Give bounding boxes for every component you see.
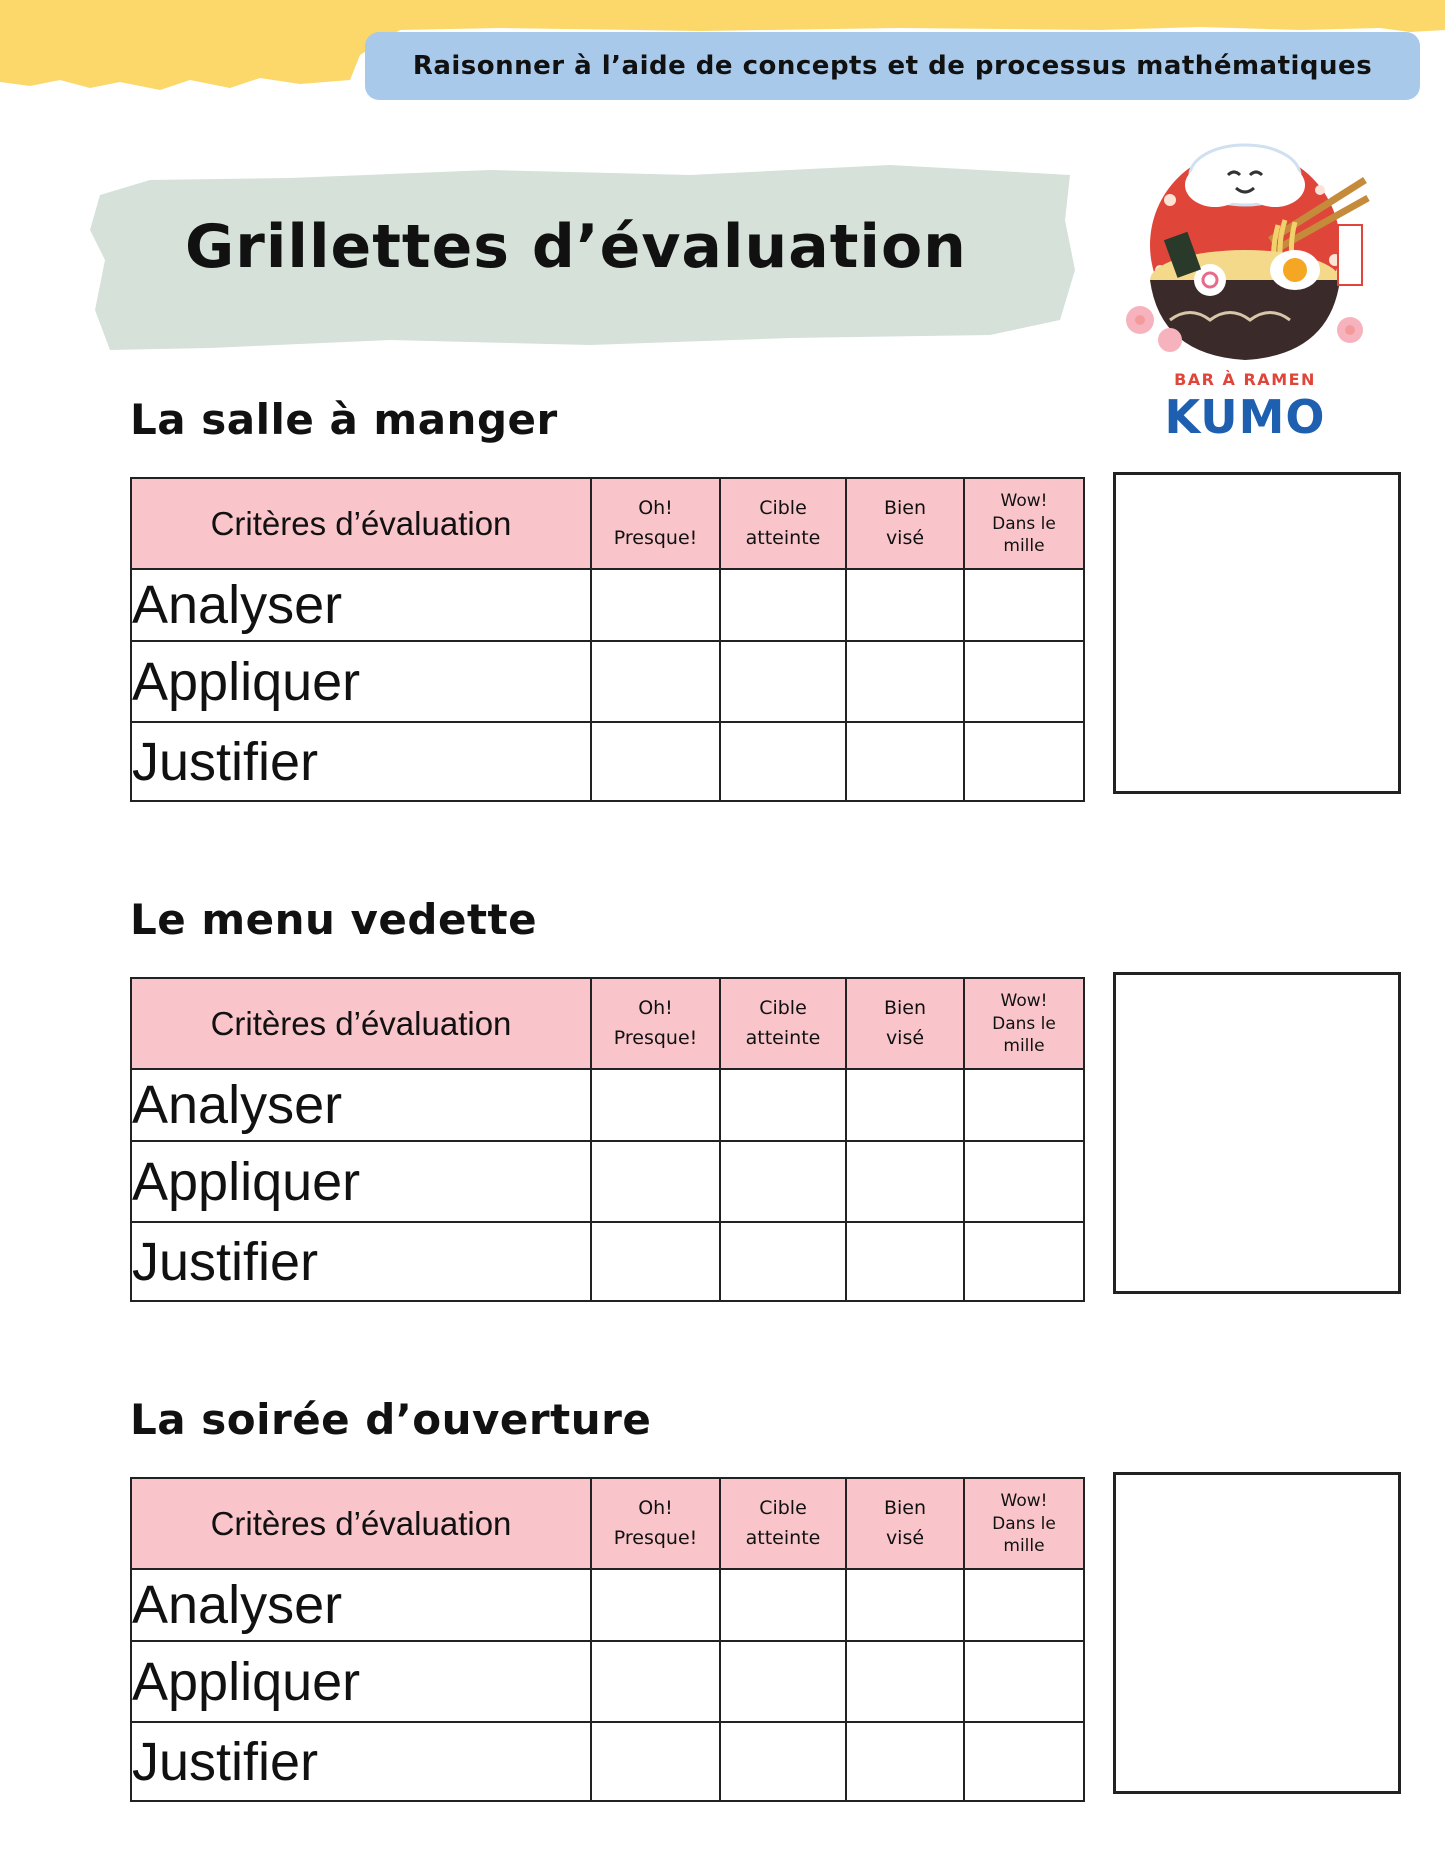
table-row — [131, 641, 1084, 722]
section-title-opening-night: La soirée d’ouverture — [130, 1395, 652, 1444]
competency-tag: Raisonner à l’aide de concepts et de processus mathématiques — [365, 32, 1420, 100]
rating-cell[interactable] — [846, 641, 964, 722]
rating-cell[interactable] — [720, 569, 846, 641]
page-title: Grillettes d’évaluation — [185, 212, 967, 282]
level-header-target: Cible atteinte — [720, 478, 846, 569]
rating-cell[interactable] — [591, 1141, 720, 1222]
level-header-almost: Oh! Presque! — [591, 1478, 720, 1569]
rating-cell[interactable] — [964, 1069, 1084, 1141]
section-title-dining-room: La salle à manger — [130, 395, 558, 444]
level-header-almost: Oh! Presque! — [591, 478, 720, 569]
rubric-table-opening-night — [130, 1477, 1085, 1802]
rubric-table-dining-room — [130, 477, 1085, 802]
level-header-bullseye: Wow! Dans le mille — [964, 478, 1084, 569]
rating-cell[interactable] — [846, 722, 964, 801]
rating-cell[interactable] — [591, 1069, 720, 1141]
rating-cell[interactable] — [964, 641, 1084, 722]
rating-cell[interactable] — [846, 1141, 964, 1222]
table-header-row — [131, 1478, 1084, 1569]
table-row — [131, 1069, 1084, 1141]
row-label-analyser: Analyser — [131, 1069, 591, 1141]
level-header-well-aimed: Bien visé — [846, 1478, 964, 1569]
table-header-row — [131, 478, 1084, 569]
rating-cell[interactable] — [720, 1641, 846, 1722]
rating-cell[interactable] — [964, 1641, 1084, 1722]
rating-cell[interactable] — [591, 1569, 720, 1641]
logo-name: KUMO — [1164, 390, 1326, 444]
row-label-analyser: Analyser — [131, 1569, 591, 1641]
rating-cell[interactable] — [720, 1722, 846, 1801]
rating-cell[interactable] — [846, 1569, 964, 1641]
rating-cell[interactable] — [964, 1222, 1084, 1301]
rating-cell[interactable] — [591, 722, 720, 801]
rating-cell[interactable] — [591, 1222, 720, 1301]
rating-cell[interactable] — [591, 569, 720, 641]
level-header-bullseye: Wow! Dans le mille — [964, 978, 1084, 1069]
section-title-featured-menu: Le menu vedette — [130, 895, 538, 944]
rating-cell[interactable] — [591, 1722, 720, 1801]
criteria-header: Critères d’évaluation — [131, 478, 591, 569]
rating-cell[interactable] — [591, 1641, 720, 1722]
rating-cell[interactable] — [846, 1641, 964, 1722]
rating-cell[interactable] — [846, 1222, 964, 1301]
table-row — [131, 1722, 1084, 1801]
rating-cell[interactable] — [720, 1222, 846, 1301]
rating-cell[interactable] — [964, 569, 1084, 641]
rating-cell[interactable] — [846, 569, 964, 641]
rating-cell[interactable] — [720, 1569, 846, 1641]
rating-cell[interactable] — [720, 1141, 846, 1222]
rating-cell[interactable] — [964, 1722, 1084, 1801]
rating-cell[interactable] — [846, 1722, 964, 1801]
rubric-table-featured-menu — [130, 977, 1085, 1302]
criteria-header: Critères d’évaluation — [131, 978, 591, 1069]
level-header-well-aimed: Bien visé — [846, 978, 964, 1069]
rating-cell[interactable] — [846, 1069, 964, 1141]
row-label-justifier: Justifier — [131, 722, 591, 801]
score-box[interactable] — [1113, 1472, 1401, 1794]
row-label-appliquer: Appliquer — [131, 1141, 591, 1222]
level-header-target: Cible atteinte — [720, 978, 846, 1069]
criteria-header: Critères d’évaluation — [131, 1478, 591, 1569]
table-header-row — [131, 978, 1084, 1069]
table-row — [131, 569, 1084, 641]
row-label-analyser: Analyser — [131, 569, 591, 641]
rating-cell[interactable] — [964, 722, 1084, 801]
score-box[interactable] — [1113, 472, 1401, 794]
title-banner — [90, 150, 1080, 360]
row-label-justifier: Justifier — [131, 1222, 591, 1301]
level-header-almost: Oh! Presque! — [591, 978, 720, 1069]
row-label-appliquer: Appliquer — [131, 641, 591, 722]
table-row — [131, 1641, 1084, 1722]
rating-cell[interactable] — [720, 641, 846, 722]
rating-cell[interactable] — [591, 641, 720, 722]
table-row — [131, 1141, 1084, 1222]
row-label-appliquer: Appliquer — [131, 1641, 591, 1722]
rating-cell[interactable] — [720, 722, 846, 801]
kumo-logo — [1110, 130, 1380, 444]
level-header-bullseye: Wow! Dans le mille — [964, 1478, 1084, 1569]
table-row — [131, 1569, 1084, 1641]
table-row — [131, 722, 1084, 801]
logo-subtitle: BAR À RAMEN — [1174, 370, 1316, 389]
level-header-target: Cible atteinte — [720, 1478, 846, 1569]
rating-cell[interactable] — [964, 1569, 1084, 1641]
rating-cell[interactable] — [720, 1069, 846, 1141]
rating-cell[interactable] — [964, 1141, 1084, 1222]
row-label-justifier: Justifier — [131, 1722, 591, 1801]
level-header-well-aimed: Bien visé — [846, 478, 964, 569]
score-box[interactable] — [1113, 972, 1401, 1294]
table-row — [131, 1222, 1084, 1301]
